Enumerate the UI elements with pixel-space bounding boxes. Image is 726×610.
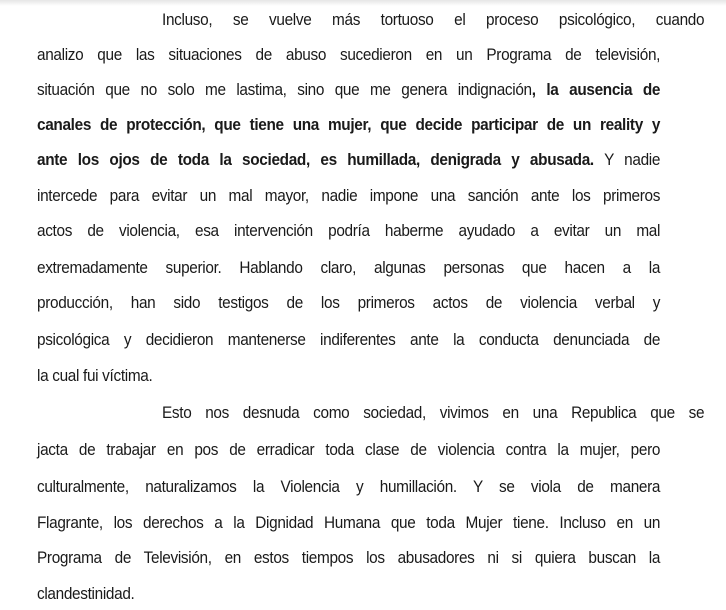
text-line: analizo que las situaciones de abuso sucedieron en un Programa de televisión,: [37, 46, 661, 64]
text-line: clandestinidad.: [37, 585, 135, 603]
text-line: intercede para evitar un mal mayor, nadie impone una sanción ante los primeros: [37, 187, 661, 205]
text-line-bold: canales de protección, que tiene una mujer, que decide participar de un reality y: [37, 116, 661, 134]
text-line: extremadamente superior. Hablando claro, algunas personas que hacen a la: [37, 259, 661, 277]
text-line: culturalmente, naturalizamos la Violencia y humillación. Y se viola de manera: [37, 478, 661, 496]
text-line: ante los ojos de toda la sociedad, es humillada, denigrada y abusada. Y nadie: [37, 151, 661, 169]
text-line: Programa de Televisión, en estos tiempos los abusadores ni si quiera buscan la: [37, 549, 661, 567]
text-line: actos de violencia, esa intervención podría haberme ayudado a evitar un mal: [37, 222, 661, 240]
text-line: jacta de trabajar en pos de erradicar toda clase de violencia contra la mujer, pero: [37, 441, 661, 459]
text-line: situación que no solo me lastima, sino que me genera indignación, la ausencia de: [37, 81, 661, 99]
text-line: psicológica y decidieron mantenerse indiferentes ante la conducta denunciada de: [37, 331, 661, 349]
bold-text: ante los ojos de toda la sociedad, es humillada, denigrada y abusada.: [37, 151, 594, 169]
text-line: Incluso, se vuelve más tortuoso el proceso psicológico, cuando: [162, 11, 705, 29]
text-line: producción, han sido testigos de los primeros actos de violencia verbal y: [37, 294, 661, 312]
text-line: Esto nos desnuda como sociedad, vivimos en una Republica que se: [162, 404, 705, 422]
bold-text: , la ausencia de: [531, 81, 661, 99]
text-line: Flagrante, los derechos a la Dignidad Humana que toda Mujer tiene. Incluso en un: [37, 514, 661, 532]
text-line: la cual fui víctima.: [37, 367, 153, 385]
